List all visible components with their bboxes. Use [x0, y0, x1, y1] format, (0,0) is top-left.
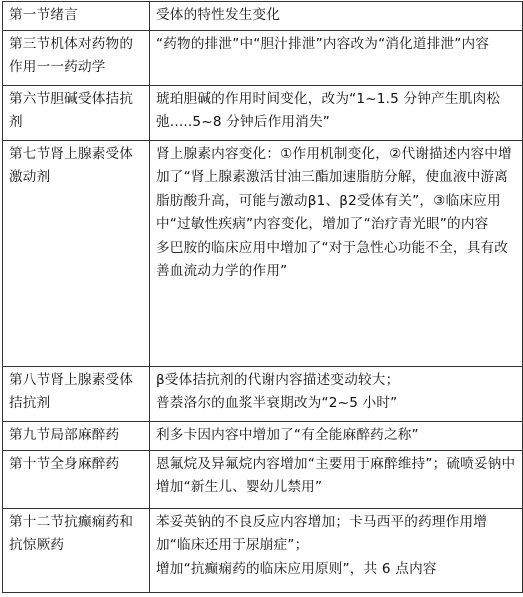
- table-row: [3, 509, 523, 593]
- changes-cell: [150, 451, 523, 509]
- table-row: [3, 451, 523, 509]
- change-text: β受体拮抗剂的代谢内容描述变动较大；: [156, 372, 400, 388]
- change-text: 多巴胺的临床应用中增加了“对于急性心功能不全，具有改善血流动力学的作用”: [156, 239, 509, 280]
- section-cell: 第八节肾上腺素受体拮抗剂: [3, 367, 150, 422]
- change-text: 琥珀胆碱的作用时间变化，改为“1~1.5 分钟产生肌肉松弛.....5~8 分钟后作用消失”: [156, 91, 501, 131]
- changes-cell: [150, 367, 523, 422]
- section-cell: 第九节局部麻醉药: [3, 422, 150, 451]
- section-cell: 第十二节抗癫痫药和抗惊厥药: [3, 509, 150, 593]
- change-text: 肾上腺素内容变化：①作用机制变化，②代谢描述内容中增加了“肾上腺素激活甘油三酯加速脂肪分解，使血液中游离脂肪酸升高，可能与激动β1、β2受体有关”，③临床应用中“过敏性疾病”内容变化，增加了“治疗青光眼”的内容: [156, 146, 512, 233]
- changes-cell: [150, 2, 523, 31]
- changes-cell: [150, 86, 523, 141]
- section-cell: 第一节绪言: [3, 2, 150, 31]
- table-row: [3, 86, 523, 141]
- change-text: 利多卡因内容中增加了“有全能麻醉药之称”: [156, 427, 419, 443]
- table-row: [3, 422, 523, 451]
- table-row: [3, 31, 523, 86]
- change-text: 受体的特性发生变化: [156, 7, 281, 23]
- change-text: 恩氟烷及异氟烷内容增加“主要用于麻醉维持”；硫喷妥钠中增加“新生儿、婴幼儿禁用”: [156, 456, 516, 496]
- section-cell: 第七节肾上腺素受体激动剂: [3, 141, 150, 367]
- section-cell: 第六节胆碱受体拮抗剂: [3, 86, 150, 141]
- change-text: 普萘洛尔的血浆半衰期改为“2~5 小时”: [156, 395, 398, 412]
- section-cell: 第三节机体对药物的作用一一药动学: [3, 31, 150, 86]
- changes-table: [2, 1, 523, 593]
- changes-cell: [150, 31, 523, 86]
- changes-cell: [150, 509, 523, 593]
- section-cell: 第十节全身麻醉药: [3, 451, 150, 509]
- changes-cell: [150, 141, 523, 367]
- change-text: 增加“抗癫痫药的临床应用原则”，共 6 点内容: [156, 560, 437, 577]
- table-row: [3, 2, 523, 31]
- table-row: [3, 141, 523, 367]
- change-text: “药物的排泄”中“胆汁排泄”内容改为“消化道排泄”内容: [156, 36, 490, 52]
- change-text: 苯妥英钠的不良反应内容增加；卡马西平的药理作用增加“临床还用于尿崩症”；: [156, 514, 488, 554]
- changes-cell: [150, 422, 523, 451]
- table-row: [3, 367, 523, 422]
